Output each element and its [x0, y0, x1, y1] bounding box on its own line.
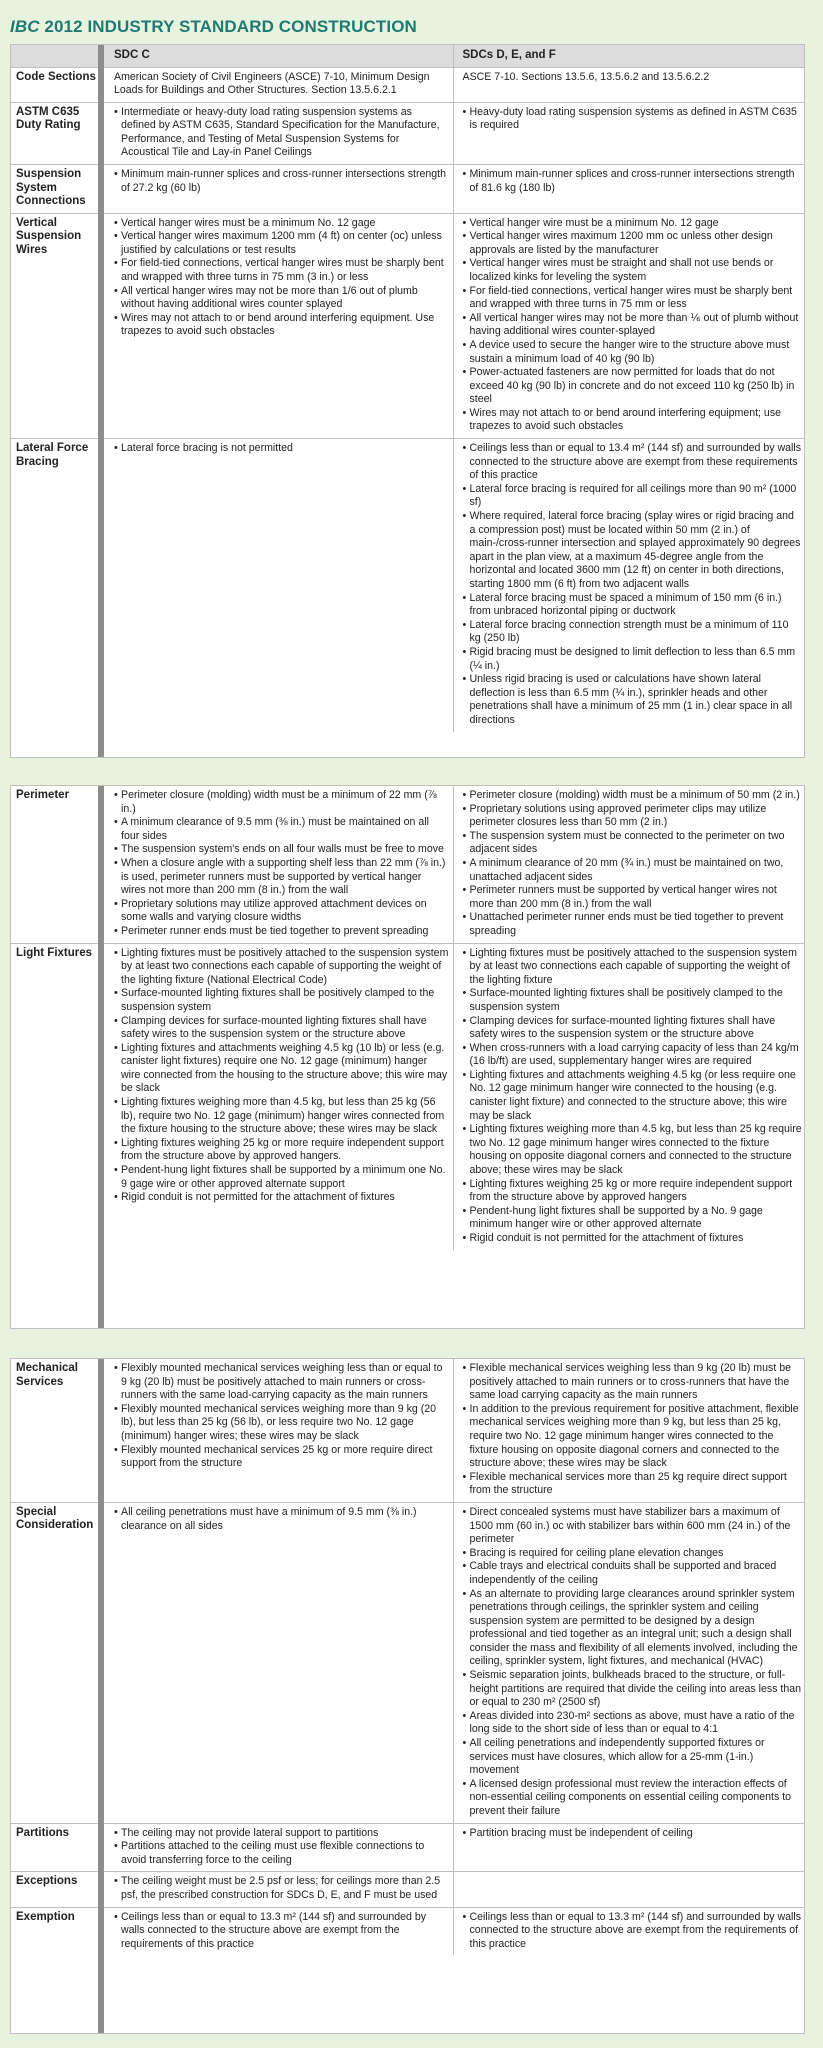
- sdc-c-cell: [104, 1872, 453, 1907]
- bullet-item: • Lateral force bracing is required for all ceilings more than 90 m² (1000 sf): [470, 483, 803, 510]
- table-row: [11, 165, 805, 214]
- header-sdc-c: SDC C: [104, 45, 453, 67]
- bullet-item: • Partitions attached to the ceiling must use flexible connections to avoid transferring force to the ceiling: [121, 1840, 449, 1867]
- sdc-def-cell: ASCE 7-10. Sections 13.5.6, 13.5.6.2 and 13.5.6.2.2: [453, 67, 805, 102]
- bullet-item: • Lighting fixtures and attachments weighing 4.5 kg (or less require one No. 12 gage minimum hanger wire connected to the housing (e.g. canister light fixture) and connected to the structure above; this wire may be slack: [470, 1069, 803, 1123]
- bullet-item: • Where required, lateral force bracing (splay wires or rigid bracing and a compression post) must be located within 50 mm (2 in.) of main-/cross-runner intersection and splayed approximately 90 degrees apart in the plan view, at a maximum 45-degree angle from the horizontal and located 3600 mm (12 ft) on center in both directions, starting 1800 mm (6 ft) from two adjacent walls: [470, 510, 803, 592]
- table-row: [11, 213, 805, 439]
- row-label: Light Fixtures: [11, 943, 104, 1250]
- row-label: Perimeter: [16, 789, 70, 801]
- bullet-item: • Intermediate or heavy-duty load rating suspension systems as defined by ASTM C635, Standard Specification for the Manufacture, Performance, and Testing of Metal Suspension Systems for Acoustical Tile and Lay-in Panel Ceilings: [121, 106, 449, 160]
- bullet-item: • For field-tied connections, vertical hanger wires must be sharply bent and wrapped with three turns in 75 mm (3 in.) or less: [121, 257, 449, 284]
- row-label: Mechanical Services: [16, 1362, 78, 1388]
- bullet-item: • When a closure angle with a supporting shelf less than 22 mm (⅞ in.) is used, perimeter runners must be supported by vertical hanger wires not more than 200 mm (8 in.) from the wall: [121, 857, 449, 898]
- bullet-item: • The suspension system must be connected to the perimeter on two adjacent sides: [470, 830, 803, 857]
- title-rest: 2012 INDUSTRY STANDARD CONSTRUCTION: [39, 17, 417, 36]
- bullet-item: • All vertical hanger wires may not be more than ⅙ out of plumb without having additional wires counter-splayed: [470, 312, 803, 339]
- bullet-item: • Unless rigid bracing is used or calculations have shown lateral deflection is less than 6.5 mm (¼ in.), sprinkler heads and other penetrations shall have a minimum of 25 mm (1 in.) clear space in all directions: [470, 673, 803, 727]
- bullet-item: • Pendent-hung light fixtures shall be supported by a No. 9 gage minimum hanger wire or other approved alternate: [470, 1205, 803, 1232]
- bullet-item: • Unattached perimeter runner ends must be tied together to prevent spreading: [470, 911, 803, 938]
- sdc-def-cell: [453, 1823, 805, 1872]
- bullet-item: • Lighting fixtures weighing more than 4.5 kg, but less than 25 kg (56 lb), require two No. 12 gage (minimum) hanger wires connected from the fixture housing to the structure above; these wires may be slack: [121, 1096, 449, 1137]
- bullet-item: • A device used to secure the hanger wire to the structure above must sustain a minimum load of 40 kg (90 lb): [470, 339, 803, 366]
- table-row: [11, 1907, 805, 1955]
- bullet-item: • The ceiling weight must be 2.5 psf or less; for ceilings more than 2.5 psf, the prescribed construction for SDCs D, E, and F must be used: [121, 1875, 449, 1902]
- sdc-def-cell: [453, 943, 805, 1250]
- bullet-item: • Ceilings less than or equal to 13.4 m² (144 sf) and surrounded by walls connected to the structure above are exempt from these requirements of this practice: [470, 442, 803, 483]
- table-section-2: [10, 785, 805, 1329]
- bullet-item: • Clamping devices for surface-mounted lighting fixtures shall have safety wires to the suspension system or the structure above: [121, 1015, 449, 1042]
- bullet-item: • Lighting fixtures must be positively attached to the suspension system by at least two connections each capable of supporting the weight of the lighting fixture (National Electrical Code): [121, 947, 449, 988]
- bullet-item: • Pendent-hung light fixtures shall be supported by a minimum one No. 9 gage wire or other approved alternate support: [121, 1164, 449, 1191]
- bullet-item: • Partition bracing must be independent of ceiling: [470, 1827, 803, 1841]
- sdc-c-cell: [104, 213, 453, 439]
- header-blank: [11, 45, 104, 67]
- bullet-item: • Flexibly mounted mechanical services 25 kg or more require direct support from the structure: [121, 1444, 449, 1471]
- bullet-item: • Power-actuated fasteners are now permitted for loads that do not exceed 40 kg (90 lb) in concrete and do not exceed 110 kg (250 lb) in steel: [470, 366, 803, 407]
- table-row: [11, 102, 805, 164]
- bullet-item: • Lighting fixtures and attachments weighing 4.5 kg (10 lb) or less (e.g. canister light fixtures) require one No. 12 gage (minimum) hanger wire connected from the housing to the structure above; this wire may be slack: [121, 1042, 449, 1096]
- sdc-c-cell: [104, 165, 453, 214]
- bullet-item: • Flexibly mounted mechanical services weighing less than or equal to 9 kg (20 lb) must be positively attached to main runners or cross-runners with the same load-carrying capacity as the main runners: [121, 1362, 449, 1403]
- bullet-item: • Lateral force bracing must be spaced a minimum of 150 mm (6 in.) from unbraced horizontal piping or ductwork: [470, 592, 803, 619]
- sdc-def-cell: [453, 102, 805, 164]
- bullet-item: • Proprietary solutions may utilize approved attachment devices on some walls and varying closure widths: [121, 898, 449, 925]
- row-label: Code Sections: [11, 67, 104, 102]
- bullet-item: • Minimum main-runner splices and cross-runner intersections strength of 27.2 kg (60 lb): [121, 168, 449, 195]
- title-prefix: IBC: [10, 17, 40, 36]
- sdc-def-cell: [453, 213, 805, 439]
- sdc-def-cell: [453, 1872, 805, 1907]
- sdc-def-cell: [453, 439, 805, 732]
- bullet-item: • All vertical hanger wires may not be more than 1/6 out of plumb without having additional wires counter splayed: [121, 285, 449, 312]
- bullet-item: • All ceiling penetrations and independently supported fixtures or services must have closures, which allow for a 25-mm (1-in.) movement: [470, 1737, 803, 1778]
- row-label: Special Consideration: [11, 1502, 104, 1823]
- sdc-c-cell: [104, 439, 453, 732]
- bullet-item: • Flexible mechanical services more than 25 kg require direct support from the structure: [470, 1471, 803, 1498]
- bullet-item: • Rigid conduit is not permitted for the attachment of fixtures: [470, 1232, 803, 1246]
- bullet-item: • Heavy-duty load rating suspension systems as defined in ASTM C635 is required: [470, 106, 803, 133]
- sdc-c-cell: [104, 943, 453, 1250]
- table-row: [11, 1823, 805, 1872]
- bullet-item: • Vertical hanger wire must be a minimum No. 12 gage: [470, 217, 803, 231]
- bullet-item: • Surface-mounted lighting fixtures shall be positively clamped to the suspension system: [470, 987, 803, 1014]
- bullet-item: • Cable trays and electrical conduits shall be supported and braced independently of the ceiling: [470, 1560, 803, 1587]
- sdc-c-cell: [104, 1907, 453, 1955]
- sdc-c-cell: [104, 102, 453, 164]
- row-label: Suspension System Connections: [11, 165, 104, 214]
- bullet-item: • A minimum clearance of 9.5 mm (⅜ in.) must be maintained on all four sides: [121, 816, 449, 843]
- sdc-c-cell: American Society of Civil Engineers (ASCE) 7-10, Minimum Design Loads for Buildings and Other Structures. Section 13.5.6.2.1: [104, 67, 453, 102]
- bullet-item: • Flexibly mounted mechanical services weighing more than 9 kg (20 lb), but less than 25 kg (56 lb), or less require two No. 12 gage (minimum) hanger wires; these wires may be slack: [121, 1403, 449, 1444]
- row-label: Vertical Suspension Wires: [11, 213, 104, 439]
- row-label: Exemption: [11, 1907, 104, 1955]
- table-section-1: [10, 44, 805, 758]
- row-label: Lateral Force Bracing: [11, 439, 104, 732]
- bullet-item: • Flexible mechanical services weighing less than 9 kg (20 lb) must be positively attached to main runners or to cross-runners that have the same load carrying capacity as the main runners: [470, 1362, 803, 1403]
- table-section-3: [10, 1358, 805, 2034]
- sdc-c-cell: [104, 1359, 453, 1502]
- sdc-def-cell: [453, 1359, 805, 1502]
- sdc-def-cell: [453, 1907, 805, 1955]
- bullet-item: • Lighting fixtures weighing 25 kg or more require independent support from the structure above by approved hangers: [470, 1178, 803, 1205]
- table-row: [11, 67, 805, 102]
- bullet-item: • Seismic separation joints, bulkheads braced to the structure, or full-height partitions are required that divide the ceiling into areas less than or equal to 230 m² (2500 sf): [470, 1669, 803, 1710]
- table-row: [11, 1502, 805, 1823]
- bullet-item: • For field-tied connections, vertical hanger wires must be sharply bent and wrapped with three turns in 75 mm or less: [470, 285, 803, 312]
- bullet-item: • Wires may not attach to or bend around interfering equipment; use trapezes to avoid such obstacles: [470, 407, 803, 434]
- table-row: [11, 943, 805, 1250]
- bullet-item: • Ceilings less than or equal to 13.3 m² (144 sf) and surrounded by walls connected to the structure above are exempt from the requirements of this practice: [121, 1911, 449, 1952]
- table-row: [11, 1872, 805, 1907]
- bullet-item: • Vertical hanger wires must be straight and shall not use bends or localized kinks for leveling the system: [470, 257, 803, 284]
- row-label: Partitions: [11, 1823, 104, 1872]
- bullet-item: • Bracing is required for ceiling plane elevation changes: [470, 1547, 803, 1561]
- header-row: [11, 45, 805, 67]
- header-sdc-def: SDCs D, E, and F: [453, 45, 805, 67]
- bullet-item: • Lateral force bracing is not permitted: [121, 442, 449, 456]
- table-row: [11, 1359, 805, 1502]
- bullet-item: • The suspension system's ends on all four walls must be free to move: [121, 843, 449, 857]
- bullet-item: • Wires may not attach to or bend around interfering equipment. Use trapezes to avoid such obstacles: [121, 312, 449, 339]
- bullet-item: • Vertical hanger wires must be a minimum No. 12 gage: [121, 217, 449, 231]
- bullet-item: • Surface-mounted lighting fixtures shall be positively clamped to the suspension system: [121, 987, 449, 1014]
- row-label: ASTM C635 Duty Rating: [11, 102, 104, 164]
- bullet-item: • Lighting fixtures weighing 25 kg or more require independent support from the structure above by approved hangers.: [121, 1137, 449, 1164]
- bullet-item: • Rigid conduit is not permitted for the attachment of fixtures: [121, 1191, 449, 1205]
- row-label: Exceptions: [11, 1872, 104, 1907]
- bullet-item: • The ceiling may not provide lateral support to partitions: [121, 1827, 449, 1841]
- bullet-item: • Lighting fixtures must be positively attached to the suspension system by at least two connections each capable of supporting the weight of the lighting fixture: [470, 947, 803, 988]
- bullet-item: • As an alternate to providing large clearances around sprinkler system penetrations through ceilings, the sprinkler system and ceiling suspension system are permitted to be designed by a design professional and tied together as an integral unit; such a design shall consider the mass and flexibility of all elements involved, including the ceiling, sprinkler system, light fixtures, and mechanical (HVAC): [470, 1588, 803, 1670]
- bullet-item: • Areas divided into 230-m² sections as above, must have a ratio of the long side to the short side of less than or equal to 4:1: [470, 1710, 803, 1737]
- bullet-item: • Minimum main-runner splices and cross-runner intersections strength of 81.6 kg (180 lb): [470, 168, 803, 195]
- table-row: [11, 439, 805, 732]
- bullet-item: • Perimeter closure (molding) width must be a minimum of 50 mm (2 in.): [470, 789, 803, 803]
- page-title: [10, 10, 417, 44]
- sdc-def-cell: [453, 1502, 805, 1823]
- bullet-item: • Vertical hanger wires maximum 1200 mm oc unless other design approvals are listed by the manufacturer: [470, 230, 803, 257]
- bullet-item: • A licensed design professional must review the interaction effects of non-essential ceiling components on essential ceiling components to prevent their failure: [470, 1778, 803, 1819]
- bullet-item: • All ceiling penetrations must have a minimum of 9.5 mm (⅜ in.) clearance on all sides: [121, 1506, 449, 1533]
- bullet-item: • In addition to the previous requirement for positive attachment, flexible mechanical services weighing more than 9 kg, but less than 25 kg, require two No. 12 gage minimum hanger wires connected to the fixture housing on opposite diagonal corners and connected to the structure above; these wires may be slack: [470, 1403, 803, 1471]
- bullet-item: • Lateral force bracing connection strength must be a minimum of 110 kg (250 lb): [470, 619, 803, 646]
- sdc-c-cell: [104, 1823, 453, 1872]
- sdc-c-cell: [104, 786, 453, 943]
- bullet-item: • Clamping devices for surface-mounted lighting fixtures shall have safety wires to the suspension system or the structure above: [470, 1015, 803, 1042]
- sdc-c-cell: [104, 1502, 453, 1823]
- sdc-def-cell: [453, 165, 805, 214]
- bullet-item: • When cross-runners with a load carrying capacity of less than 24 kg/m (16 lb/ft) are used, supplementary hanger wires are required: [470, 1042, 803, 1069]
- bullet-item: • Perimeter runner ends must be tied together to prevent spreading: [121, 925, 449, 939]
- bullet-item: • Lighting fixtures weighing more than 4.5 kg, but less than 25 kg require two No. 12 gage minimum hanger wires connected to the fixture housing on opposite diagonal corners and connected to the structure above; these wires may be slack: [470, 1123, 803, 1177]
- bullet-item: • Rigid bracing must be designed to limit deflection to less than 6.5 mm (¼ in.): [470, 646, 803, 673]
- bullet-item: • Vertical hanger wires maximum 1200 mm (4 ft) on center (oc) unless justified by calculations or test results: [121, 230, 449, 257]
- bullet-item: • Ceilings less than or equal to 13.3 m² (144 sf) and surrounded by walls connected to the structure above are exempt from the requirements of this practice: [470, 1911, 803, 1952]
- sdc-def-cell: [453, 786, 805, 943]
- bullet-item: • Perimeter runners must be supported by vertical hanger wires not more than 200 mm (8 in.) from the wall: [470, 884, 803, 911]
- bullet-item: • Perimeter closure (molding) width must be a minimum of 22 mm (⅞ in.): [121, 789, 449, 816]
- bullet-item: • Direct concealed systems must have stabilizer bars a maximum of 1500 mm (60 in.) oc with stabilizer bars within 600 mm (24 in.) of the perimeter: [470, 1506, 803, 1547]
- bullet-item: • Proprietary solutions using approved perimeter clips may utilize perimeter closures less than 50 mm (2 in.): [470, 803, 803, 830]
- table-row: [11, 786, 805, 943]
- bullet-item: • A minimum clearance of 20 mm (¾ in.) must be maintained on two, unattached adjacent sides: [470, 857, 803, 884]
